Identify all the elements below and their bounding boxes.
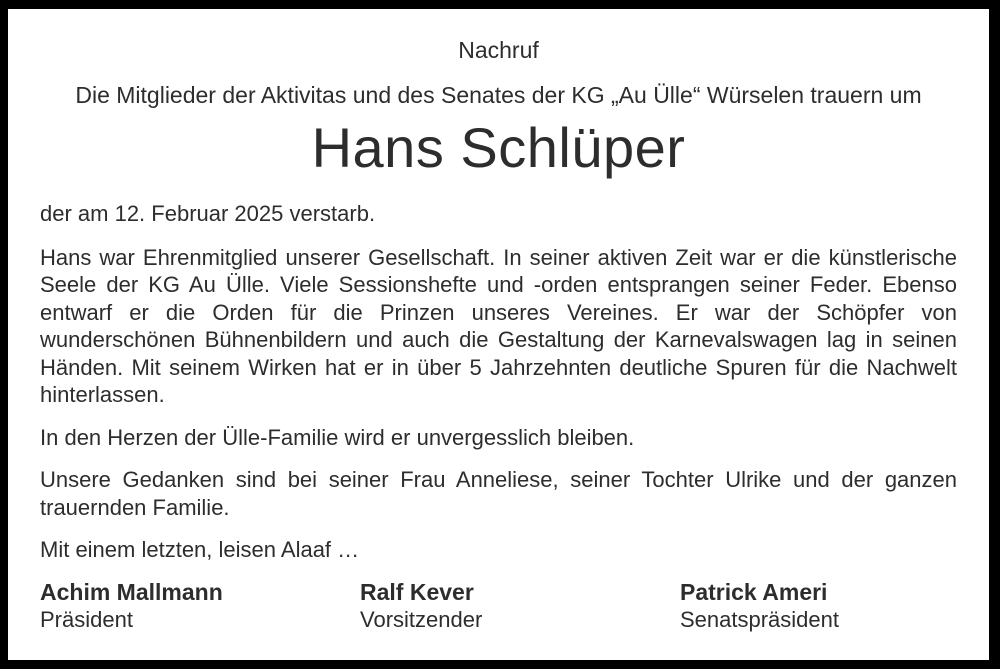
signatory-role: Präsident [40,606,133,632]
signatory-name: Ralf Kever [360,578,474,605]
signature-block-senate-president [680,579,957,633]
signature-block-president [40,579,360,633]
signatory-role: Vorsitzender [360,606,483,632]
signatory-name: Patrick Ameri [680,578,828,605]
signature-block-chairman [360,579,680,633]
obituary-paragraph-family: Unsere Gedanken sind bei seiner Frau Anneliese, seiner Tochter Ulrike und der ganzen trauernden Familie. [40,467,957,520]
obituary-title: Nachruf [458,37,539,63]
deceased-name: Hans Schlüper [311,116,686,179]
signature-row [40,579,957,633]
obituary-intro-line: Die Mitglieder der Aktivitas und des Senates der KG „Au Ülle“ Würselen trauern um [75,82,922,108]
obituary-paragraph-farewell: Mit einem letzten, leisen Alaaf … [40,537,360,562]
death-date-line: der am 12. Februar 2025 verstarb. [40,201,376,226]
signatory-role: Senatspräsident [680,606,839,632]
signatory-name: Achim Mallmann [40,578,223,605]
obituary-paragraph-remembrance: In den Herzen der Ülle-Familie wird er unvergesslich bleiben. [40,424,635,450]
obituary-paragraph-life: Hans war Ehrenmitglied unserer Gesellschaft. In seiner aktiven Zeit war er die künstlerische Seele der KG Au Ülle. Viele Sessionshefte und -orden entsprangen seiner Feder. Ebenso entwarf er die Orden für die Prinzen unseres Vereines. Er war der Schöpfer von wunderschönen Bühnenbildern und auch die Gestaltung der Karnevalswagen lag in seinen Händen. Mit seinem Wirken hat er in über 5 Jahrzehnten deutliche Spuren für die Nachwelt hinterlassen. [40,244,957,407]
